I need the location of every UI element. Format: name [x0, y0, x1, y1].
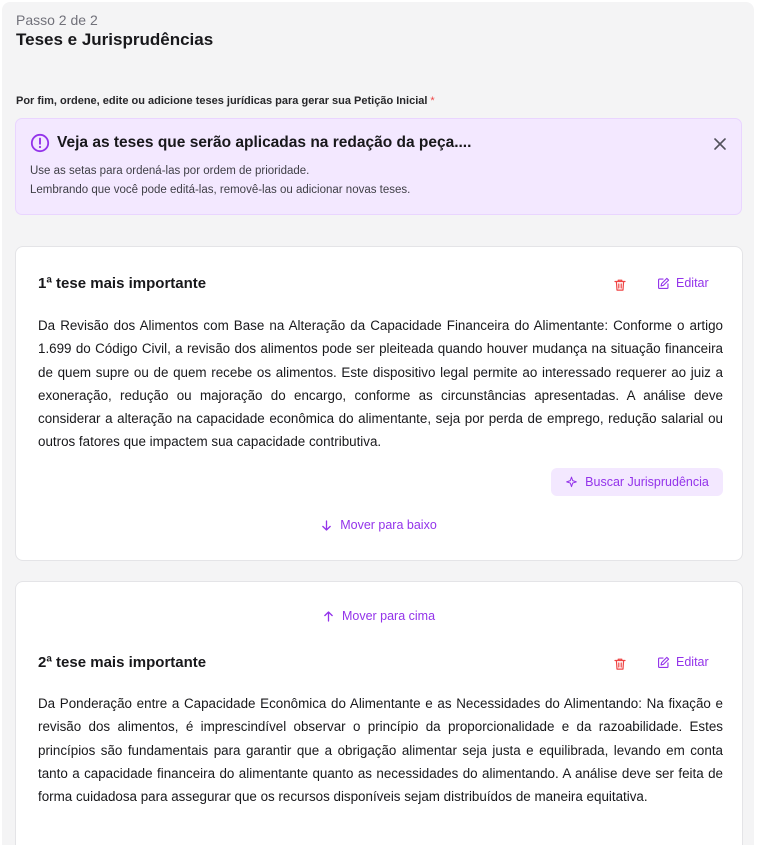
required-mark: * [430, 95, 435, 107]
info-alert [15, 118, 742, 215]
thesis-heading: 2ª tese mais importante [38, 654, 207, 671]
alert-circle-icon [30, 133, 50, 153]
edit-label: Editar [676, 276, 709, 290]
thesis-text: Da Ponderação entre a Capacidade Econômica do Alimentante e as Necessidades do Alimentando: Na fixação e revisão dos alimentos, é imprescindível observar o princípio da proporcionalidade e da razoabilidade. Estes princípios são fundamentais para garantir que a obrigação alimentar seja justa e equilibrada, levando em conta tanto a capacidade financeira do alimentante quanto as necessidades do alimentando. A análise deve ser feita de forma cuidadosa para assegurar que os recursos disponíveis sejam distribuídos de maneira equitativa. [38, 696, 723, 805]
trash-icon[interactable] [613, 657, 627, 671]
alert-text-line1: Use as setas para ordená-las por ordem de prioridade. [30, 165, 310, 177]
instruction-label [16, 95, 435, 107]
edit-icon [657, 277, 670, 290]
edit-label: Editar [676, 655, 709, 669]
move-down-label: Mover para baixo [340, 518, 437, 532]
sparkle-icon [565, 476, 578, 489]
alert-text-line2: Lembrando que você pode editá-las, removê-las ou adicionar novas teses. [30, 184, 411, 196]
close-icon[interactable] [713, 137, 727, 151]
edit-icon [657, 656, 670, 669]
search-jurisprudence-label: Buscar Jurisprudência [585, 475, 709, 489]
thesis-heading: 1ª tese mais importante [38, 275, 207, 292]
thesis-text: Da Revisão dos Alimentos com Base na Alteração da Capacidade Financeira do Alimentante: Conforme o artigo 1.699 do Código Civil, a revisão dos alimentos pode ser pleiteada quando houver mudança na situação financeira de quem supre ou de quem recebe os alimentos. Este dispositivo legal permite ao interessado requerer ao juiz a exoneração, redução ou majoração do encargo, conforme as circunstâncias apresentadas. A análise deve considerar a alteração na capacidade econômica do alimentante, seja por perda de emprego, redução salarial ou outros fatores que impactem sua capacidade contributiva. [38, 318, 723, 450]
alert-title: Veja as teses que serão aplicadas na redação da peça.... [57, 134, 472, 151]
edit-button[interactable] [657, 276, 709, 290]
move-up-button[interactable] [16, 609, 742, 623]
move-up-label: Mover para cima [341, 609, 436, 623]
thesis-card-1 [15, 246, 743, 561]
arrow-up-icon [323, 611, 334, 622]
thesis-card-2 [15, 581, 743, 845]
main-panel [2, 2, 754, 845]
step-indicator: Passo 2 de 2 [16, 12, 98, 28]
move-down-button[interactable] [16, 518, 742, 532]
instruction-text: Por fim, ordene, edite ou adicione teses jurídicas para gerar sua Petição Inicial [16, 95, 428, 107]
arrow-down-icon [321, 520, 332, 531]
edit-button[interactable] [657, 655, 709, 669]
search-jurisprudence-button[interactable] [551, 468, 723, 496]
page-title: Teses e Jurisprudências [16, 30, 214, 49]
trash-icon[interactable] [613, 278, 627, 292]
